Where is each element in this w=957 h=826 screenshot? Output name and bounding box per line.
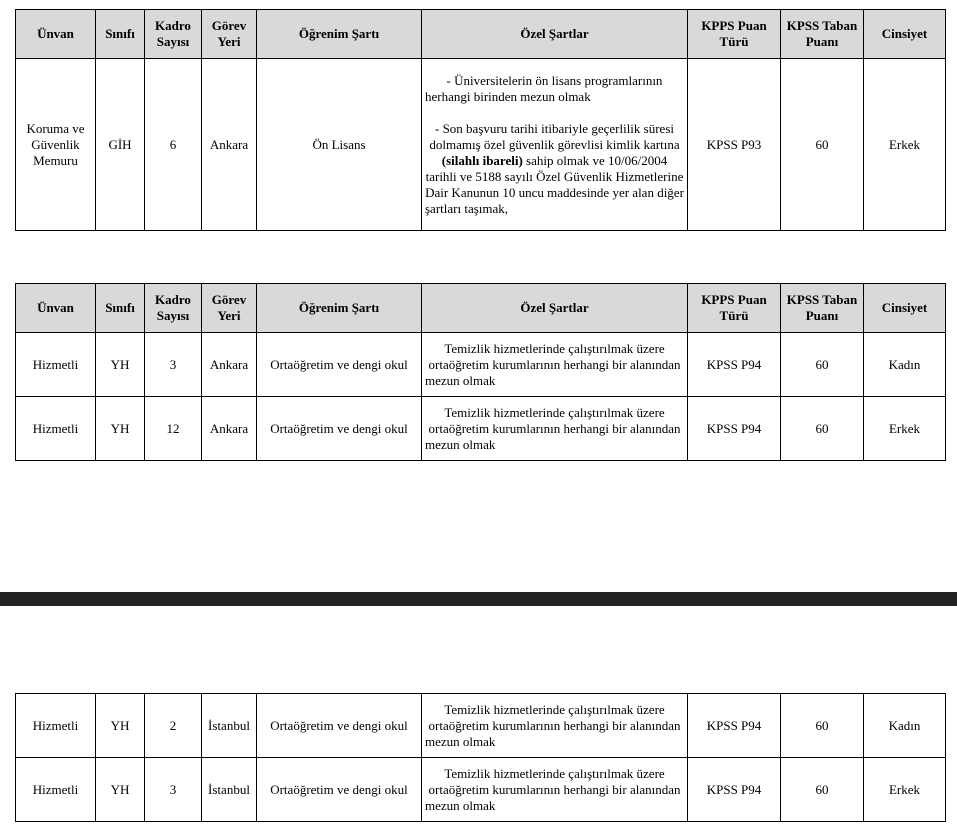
- cell-puan-turu: KPSS P94: [688, 397, 781, 461]
- cell-puan-turu: KPSS P94: [688, 694, 781, 758]
- cell-sinifi: YH: [96, 333, 145, 397]
- cell-ozel: Temizlik hizmetlerinde çalıştırılmak üzere ortaöğretim kurumlarının herhangi bir alanından mezun olmak: [422, 397, 688, 461]
- header-ogrenim: Öğrenim Şartı: [257, 10, 422, 59]
- header-puan-turu: KPPS Puan Türü: [688, 10, 781, 59]
- header-ozel: Özel Şartlar: [422, 284, 688, 333]
- cell-ogrenim: Ön Lisans: [257, 59, 422, 231]
- header-gorev: Görev Yeri: [202, 284, 257, 333]
- cell-ozel: Temizlik hizmetlerinde çalıştırılmak üzere ortaöğretim kurumlarının herhangi bir alanından mezun olmak: [422, 758, 688, 822]
- cell-cinsiyet: Erkek: [864, 397, 946, 461]
- header-ogrenim: Öğrenim Şartı: [257, 284, 422, 333]
- cell-taban: 60: [781, 694, 864, 758]
- cell-unvan: Hizmetli: [16, 333, 96, 397]
- cell-gorev: Ankara: [202, 59, 257, 231]
- header-sinifi: Sınıfı: [96, 284, 145, 333]
- cell-cinsiyet: Kadın: [864, 694, 946, 758]
- ozel-paragraph-1: - Üniversitelerin ön lisans programlarının herhangi birinden mezun olmak: [425, 72, 663, 104]
- cell-puan-turu: KPSS P94: [688, 333, 781, 397]
- cell-sinifi: YH: [96, 397, 145, 461]
- cell-taban: 60: [781, 397, 864, 461]
- cell-ozel: Temizlik hizmetlerinde çalıştırılmak üzere ortaöğretim kurumlarının herhangi bir alanından mezun olmak: [422, 333, 688, 397]
- cell-unvan: Hizmetli: [16, 397, 96, 461]
- ozel-text-b: sahip olmak ve 10/06/2004 tarihli ve 5188 sayılı Özel Güvenlik Hizmetlerine Dair Kanunun 10 uncu maddesinde yer alan diğer şartları taşımak,: [425, 152, 684, 216]
- header-cinsiyet: Cinsiyet: [864, 284, 946, 333]
- cell-ozel: [422, 59, 688, 231]
- cell-ogrenim: Ortaöğretim ve dengi okul: [257, 694, 422, 758]
- cell-kadro: 2: [145, 694, 202, 758]
- cell-puan-turu: KPSS P93: [688, 59, 781, 231]
- header-cinsiyet: Cinsiyet: [864, 10, 946, 59]
- cell-kadro: 3: [145, 758, 202, 822]
- cell-cinsiyet: Erkek: [864, 59, 946, 231]
- cell-kadro: 6: [145, 59, 202, 231]
- cell-gorev: Ankara: [202, 397, 257, 461]
- cell-ozel: Temizlik hizmetlerinde çalıştırılmak üzere ortaöğretim kurumlarının herhangi bir alanından mezun olmak: [422, 694, 688, 758]
- header-sinifi: Sınıfı: [96, 10, 145, 59]
- cell-unvan: Koruma ve Güvenlik Memuru: [16, 59, 96, 231]
- header-unvan: Ünvan: [16, 10, 96, 59]
- header-puan-turu: KPPS Puan Türü: [688, 284, 781, 333]
- cell-unvan: Hizmetli: [16, 758, 96, 822]
- cell-taban: 60: [781, 758, 864, 822]
- header-taban: KPSS Taban Puanı: [781, 284, 864, 333]
- cell-taban: 60: [781, 333, 864, 397]
- table-row: [16, 59, 946, 231]
- position-table-1: [15, 9, 946, 231]
- cell-sinifi: YH: [96, 758, 145, 822]
- cell-kadro: 12: [145, 397, 202, 461]
- cell-ogrenim: Ortaöğretim ve dengi okul: [257, 333, 422, 397]
- cell-unvan: Hizmetli: [16, 694, 96, 758]
- position-table-3: [15, 693, 946, 822]
- cell-cinsiyet: Erkek: [864, 758, 946, 822]
- header-ozel: Özel Şartlar: [422, 10, 688, 59]
- table-row: [16, 397, 946, 461]
- cell-ogrenim: Ortaöğretim ve dengi okul: [257, 758, 422, 822]
- cell-gorev: İstanbul: [202, 758, 257, 822]
- cell-puan-turu: KPSS P94: [688, 758, 781, 822]
- cell-gorev: İstanbul: [202, 694, 257, 758]
- table-header-row: [16, 284, 946, 333]
- cell-gorev: Ankara: [202, 333, 257, 397]
- table-row: [16, 758, 946, 822]
- header-taban: KPSS Taban Puanı: [781, 10, 864, 59]
- ozel-paragraph-2: [425, 121, 684, 217]
- header-kadro: Kadro Sayısı: [145, 284, 202, 333]
- header-gorev: Görev Yeri: [202, 10, 257, 59]
- table-row: [16, 333, 946, 397]
- page-break-bar: [0, 592, 957, 606]
- cell-taban: 60: [781, 59, 864, 231]
- header-kadro: Kadro Sayısı: [145, 10, 202, 59]
- header-unvan: Ünvan: [16, 284, 96, 333]
- ozel-text-a: - Son başvuru tarihi itibariyle geçerlilik süresi dolmamış özel güvenlik görevlisi kimlik kartına: [429, 120, 680, 152]
- position-table-2: [15, 283, 946, 461]
- cell-sinifi: GİH: [96, 59, 145, 231]
- cell-ogrenim: Ortaöğretim ve dengi okul: [257, 397, 422, 461]
- ozel-bold-text: (silahlı ibareli): [441, 152, 523, 168]
- table-row: [16, 694, 946, 758]
- cell-cinsiyet: Kadın: [864, 333, 946, 397]
- cell-kadro: 3: [145, 333, 202, 397]
- table-header-row: [16, 10, 946, 59]
- cell-sinifi: YH: [96, 694, 145, 758]
